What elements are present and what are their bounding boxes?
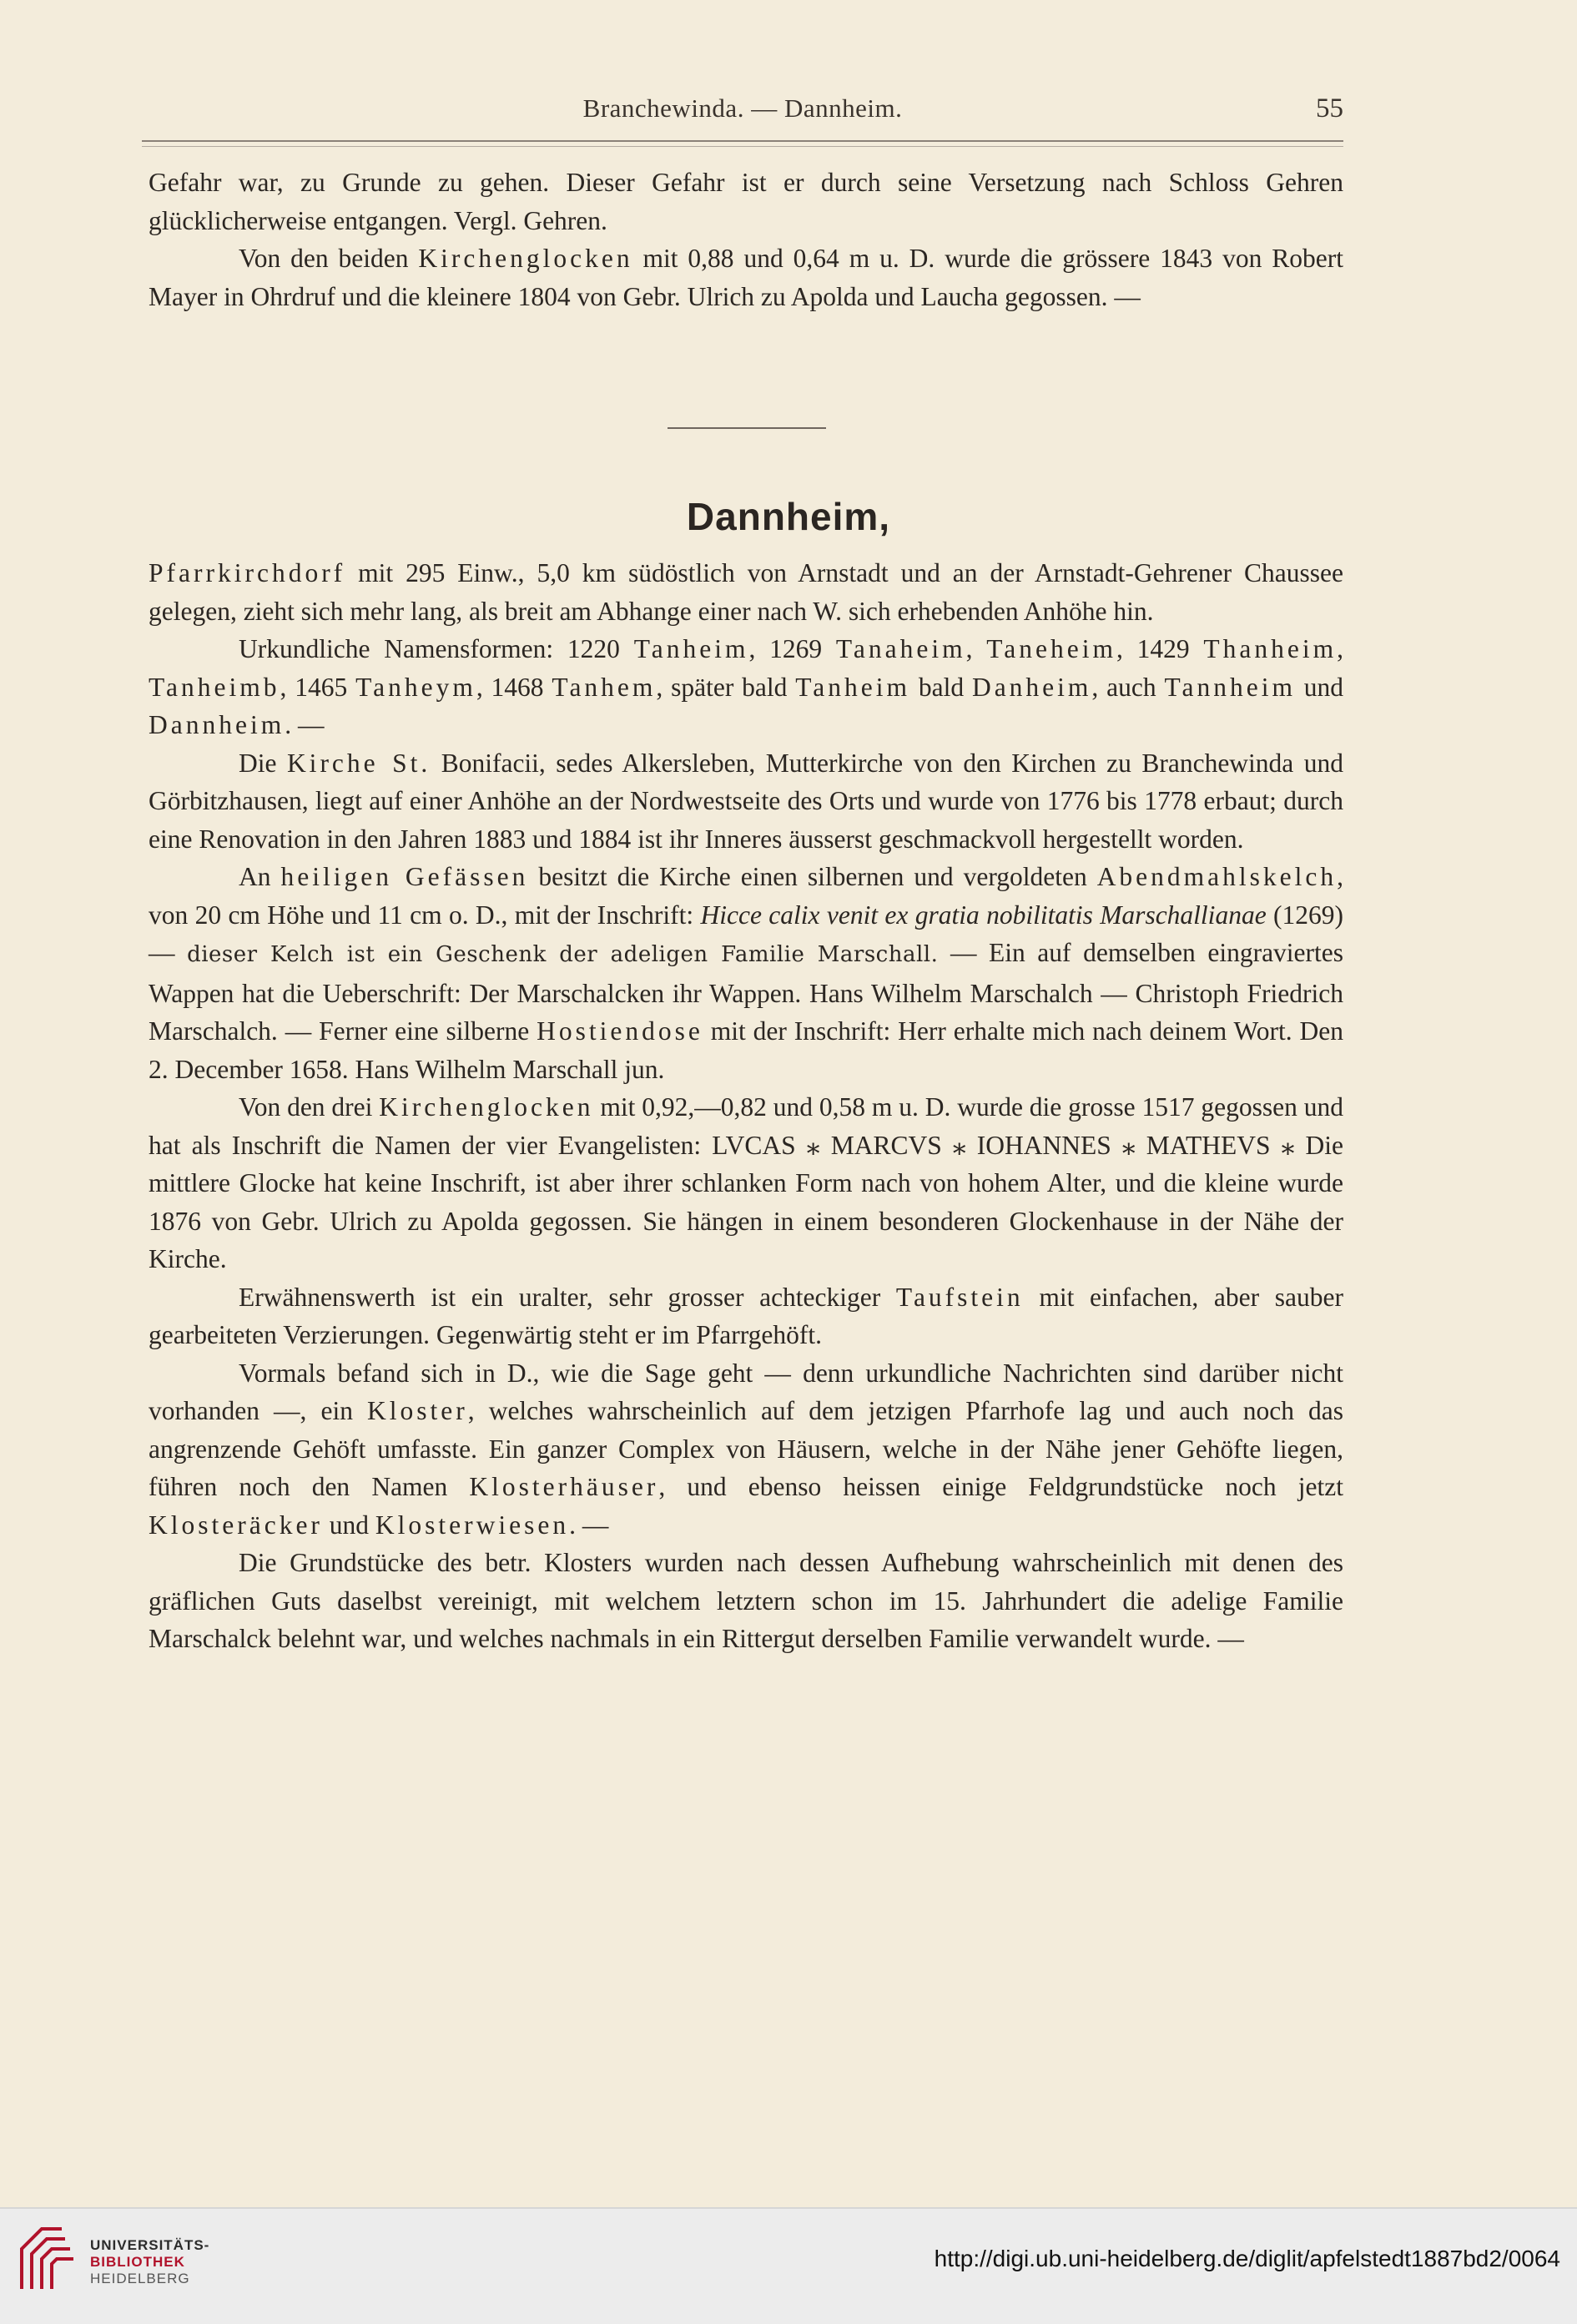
spaced-term: Hostiendose: [537, 1016, 703, 1046]
text-run: besitzt die Kirche einen silbernen und vergoldeten: [528, 862, 1097, 891]
text-run: Vormals befand sich in D., wie die Sage geht — denn urkundliche Nachrichten sind darüber nicht vorhanden —, ein: [149, 1358, 1343, 1425]
text-run: Bonifacii, sedes Alkersleben, Mutterkirche von den Kirchen zu Branchewinda und Görbitzhausen, liegt auf einer Anhöhe an der Nordwestseite des Orts und wurde von 1776 bis 1778 erbaut; durch eine Renovation in den Jahren 1883 und 1884 ist ihr Inneres äusserst geschmackvoll hergestellt worden.: [149, 748, 1343, 854]
library-emblem-icon: [17, 2224, 77, 2292]
logo-line-2: BIBLIOTHEK: [90, 2254, 185, 2270]
text-run: mit 0,92,—0,82 und 0,58 m u. D. wurde die grosse 1517 gegossen und hat als Inschrift die Namen der vier Evangelisten: LVCAS ⁎ MARCVS ⁎ IOHANNES ⁎ MATHEVS ⁎ Die mittlere Glocke hat keine Inschrift, ist aber ihrer schlanken Form nach von hohem Alter, und die kleine wurde 1876 von Gebr. Ulrich zu Apolda gegossen. Sie hängen in einem besonderen Glockenhause in der Nähe der Kirche.: [149, 1092, 1344, 1273]
paragraph: [149, 1088, 1343, 1278]
spaced-term: Danheim: [971, 672, 1092, 702]
spaced-term: Tanheym: [355, 672, 476, 702]
text-run: . —: [569, 1510, 609, 1540]
text-run: , welches wahrscheinlich auf dem jetzigen Pfarrhofe lag und auch noch das angrenzende Gehöft umfasste. Ein ganzer Complex von Häusern, welche in der Nähe jener Gehöfte liegen, führen noch den Namen: [149, 1396, 1343, 1501]
spaced-term: Taufstein: [895, 1282, 1024, 1312]
text-run: und: [322, 1510, 375, 1540]
text-run: ,: [965, 634, 987, 663]
text-run: mit einfachen, aber sauber gearbeiteten Verzierungen. Gegenwärtig steht er im Pfarrgehöft.: [149, 1282, 1343, 1349]
text-run: , 1429: [1116, 634, 1204, 663]
header-rule-thin: [142, 146, 1343, 147]
text-run: (1269) —: [149, 900, 1343, 967]
text-run: Die Grundstücke des betr. Klosters wurden nach dessen Aufhebung wahrscheinlich mit denen des gräflichen Guts daselbst vereinigt, mit welchem letztern schon im 15. Jahrhundert die adelige Familie Marschalck belehnt war, und welches nachmals in ein Rittergut derselben Familie verwandelt wurde. —: [149, 1548, 1343, 1653]
running-head: [142, 93, 1343, 135]
logo-line-1: UNIVERSITÄTS-: [90, 2237, 210, 2253]
running-title: Branchewinda. — Dannheim.: [582, 93, 903, 123]
text-run: , auch: [1091, 672, 1165, 702]
spaced-term: Tanheimb: [149, 672, 280, 702]
text-run: und: [1295, 672, 1344, 702]
latin-inscription: Hicce calix venit ex gratia nobilitatis Marschallianae: [700, 900, 1267, 930]
spaced-term: Tannheim: [1164, 672, 1296, 702]
spaced-term: Klosterwiesen: [375, 1510, 570, 1540]
source-url-link[interactable]: http://digi.ub.uni-heidelberg.de/diglit/apfelstedt1887bd2/0064: [934, 2246, 1560, 2271]
paragraph: [149, 239, 1343, 315]
paragraph: [149, 630, 1343, 744]
spaced-term: Abendmahlskelch: [1096, 862, 1338, 891]
text-run: , 1269: [748, 634, 836, 663]
text-run: Die: [239, 748, 287, 778]
spaced-term: Klosteräcker: [149, 1510, 323, 1540]
spaced-term: Pfarrkirchdorf: [149, 558, 346, 587]
text-run: Von den drei: [239, 1092, 380, 1122]
paragraph-text: Gefahr war, zu Grunde zu gehen. Dieser Gefahr ist er durch seine Versetzung nach Schloss Gehren glücklicherweise entgangen. Vergl. Gehren.: [149, 168, 1343, 235]
text-run: ,: [1337, 634, 1343, 663]
text-run: , von 20 cm Höhe und 11 cm o. D., mit der Inschrift:: [149, 862, 1343, 930]
text-run: , später bald: [656, 672, 796, 702]
text-run: Urkundliche Namensformen: 1220: [239, 634, 634, 663]
paragraph: [149, 554, 1343, 630]
text-run: Von den beiden: [239, 244, 419, 273]
text-run: mit 0,88 und 0,64 m u. D. wurde die grössere 1843 von Robert Mayer in Ohrdruf und die kleinere 1804 von Gebr. Ulrich zu Apolda und Laucha gegossen. —: [149, 244, 1343, 311]
spaced-term: Tanheim: [795, 672, 911, 702]
text-run: Erwähnenswerth ist ein uralter, sehr grosser achteckiger: [239, 1282, 896, 1312]
text-run: mit der Inschrift: Herr erhalte mich nach deinem Wort. Den 2. December 1658. Hans Wilhelm Marschall jun.: [149, 1016, 1343, 1084]
header-rule: [142, 140, 1343, 142]
text-run: — Ein auf demselben eingraviertes Wappen hat die Ueberschrift: Der Marschalcken ihr Wappen. Hans Wilhelm Marschalch — Christoph Friedrich Marschalch. — Ferner eine silberne: [149, 938, 1344, 1046]
library-name: [90, 2237, 209, 2287]
section-title: Dannheim,: [686, 495, 891, 538]
spaced-term: Tanaheim: [835, 634, 966, 663]
spaced-term: Tanheim: [633, 634, 749, 663]
library-logo[interactable]: [17, 2224, 267, 2307]
paragraph: [149, 1544, 1343, 1658]
spaced-term: Taneheim: [986, 634, 1116, 663]
logo-line-3: HEIDELBERG: [90, 2271, 190, 2286]
text-run: bald: [910, 672, 972, 702]
text-run: , 1465: [280, 672, 356, 702]
spaced-term: Tanhem: [552, 672, 657, 702]
page-number: 55: [1316, 93, 1343, 124]
fraktur-inscription: dieser Kelch ist ein Geschenk der adeligen Familie Marschall.: [187, 942, 939, 967]
paragraph: [149, 1354, 1343, 1545]
spaced-term: Dannheim: [149, 710, 285, 739]
spaced-term: Thanheim: [1203, 634, 1338, 663]
paragraph: [149, 744, 1343, 859]
paragraph: [149, 164, 1343, 239]
spaced-term: Kirchenglocken: [379, 1092, 594, 1122]
text-run: , 1468: [476, 672, 552, 702]
spaced-term: heiligen Gefässen: [280, 862, 529, 891]
spaced-term: Kirchenglocken: [418, 244, 633, 273]
section-separator: [668, 427, 826, 429]
spaced-term: Kloster: [367, 1396, 468, 1425]
text-run: An: [239, 862, 281, 891]
paragraph: [149, 1278, 1343, 1354]
continued-text-block: [149, 164, 1343, 315]
spaced-term: Klosterhäuser: [469, 1472, 659, 1501]
spaced-term: Kirche St.: [286, 748, 431, 778]
paragraph: [149, 858, 1343, 1088]
library-footer: [0, 2207, 1577, 2324]
text-run: , und ebenso heissen einige Feldgrundstücke noch jetzt: [658, 1472, 1343, 1501]
main-text-block: [149, 554, 1343, 1658]
text-run: . —: [285, 710, 325, 739]
text-run: mit 295 Einw., 5,0 km südöstlich von Arnstadt und an der Arnstadt-Gehrener Chaussee gelegen, zieht sich mehr lang, als breit am Abhange einer nach W. sich erhebenden Anhöhe hin.: [149, 558, 1343, 626]
